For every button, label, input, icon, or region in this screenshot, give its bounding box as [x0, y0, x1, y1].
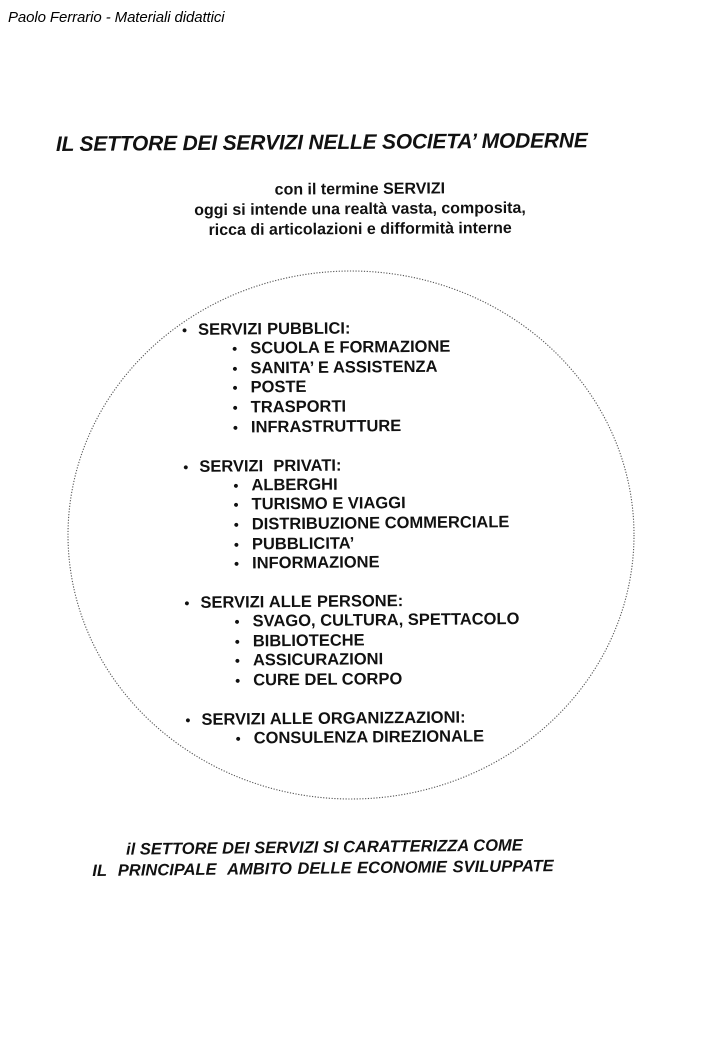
intro-line: ricca di articolazioni e difformità interne	[208, 219, 512, 240]
bullet-icon: •	[182, 321, 188, 338]
conclusion-text	[92, 834, 632, 882]
bullet-icon: •	[235, 672, 241, 689]
bullet-icon: •	[232, 419, 238, 436]
sub-list	[233, 473, 604, 575]
list-item	[235, 668, 605, 691]
list-item-label: PUBBLICITA’	[251, 534, 355, 554]
list-item-label: INFORMAZIONE	[252, 553, 380, 573]
list-item	[234, 552, 604, 575]
sub-list	[232, 336, 603, 438]
bullet-icon: •	[235, 730, 241, 747]
category-label: SERVIZI ALLE PERSONE:	[200, 592, 404, 612]
list-item-label: DISTRIBUZIONE COMMERCIALE	[251, 513, 510, 534]
service-categories	[182, 316, 606, 767]
category-label: SERVIZI PRIVATI:	[199, 456, 342, 476]
bullet-icon: •	[233, 477, 239, 494]
intro-line: oggi si intende una realtà vasta, composita,	[194, 199, 526, 220]
bullet-icon: •	[234, 613, 240, 630]
conclusion-line: il SETTORE DEI SERVIZI SI CARATTERIZZA COME	[126, 836, 523, 859]
intro-line: con il termine SERVIZI	[274, 180, 446, 199]
bullet-icon: •	[183, 458, 189, 475]
bullet-icon: •	[232, 399, 238, 416]
category-servizi-alle-persone	[184, 589, 605, 691]
bullet-icon: •	[234, 652, 240, 669]
header-note: Paolo Ferrario - Materiali didattici	[8, 9, 225, 26]
list-item-label: INFRASTRUTTURE	[250, 416, 402, 437]
bullet-icon: •	[234, 633, 240, 650]
list-item-label: BIBLIOTECHE	[252, 631, 365, 651]
sub-list	[236, 726, 606, 749]
bullet-icon: •	[185, 711, 191, 728]
category-label: SERVIZI ALLE ORGANIZZAZIONI:	[201, 708, 466, 729]
list-item	[236, 726, 606, 749]
bullet-icon: •	[184, 594, 190, 612]
list-item-label: SVAGO, CULTURA, SPETTACOLO	[252, 610, 520, 631]
conclusion-line: IL PRINCIPALE AMBITO DELLE ECONOMIE SVILUPPATE	[92, 857, 554, 880]
list-item-label: ASSICURAZIONI	[252, 650, 384, 670]
bullet-icon: •	[232, 340, 238, 357]
category-servizi-alle-organizzazioni	[185, 706, 605, 749]
list-item-label: CURE DEL CORPO	[253, 670, 403, 690]
bullet-icon: •	[234, 555, 240, 572]
list-item-label: SANITA’ E ASSISTENZA	[250, 357, 438, 378]
list-item-label: SCUOLA E FORMAZIONE	[250, 337, 451, 358]
bullet-icon: •	[232, 379, 238, 396]
category-label: SERVIZI PUBBLICI:	[198, 319, 351, 339]
intro-text	[160, 179, 560, 242]
list-item	[233, 415, 603, 438]
bullet-icon: •	[232, 360, 238, 377]
sub-list	[235, 609, 606, 691]
list-item-label: CONSULENZA DIREZIONALE	[253, 727, 485, 748]
list-item-label: ALBERGHI	[251, 475, 338, 494]
list-item-label: TRASPORTI	[250, 397, 347, 417]
page-title: IL SETTORE DEI SERVIZI NELLE SOCIETA’ MODERNE	[55, 129, 588, 156]
category-servizi-pubblici	[182, 316, 603, 438]
category-servizi-privati	[183, 453, 604, 575]
bullet-icon: •	[233, 516, 239, 533]
list-item-label: TURISMO E VIAGGI	[251, 494, 406, 514]
bullet-icon: •	[233, 536, 239, 553]
bullet-icon: •	[233, 496, 239, 513]
list-item-label: POSTE	[250, 378, 307, 397]
